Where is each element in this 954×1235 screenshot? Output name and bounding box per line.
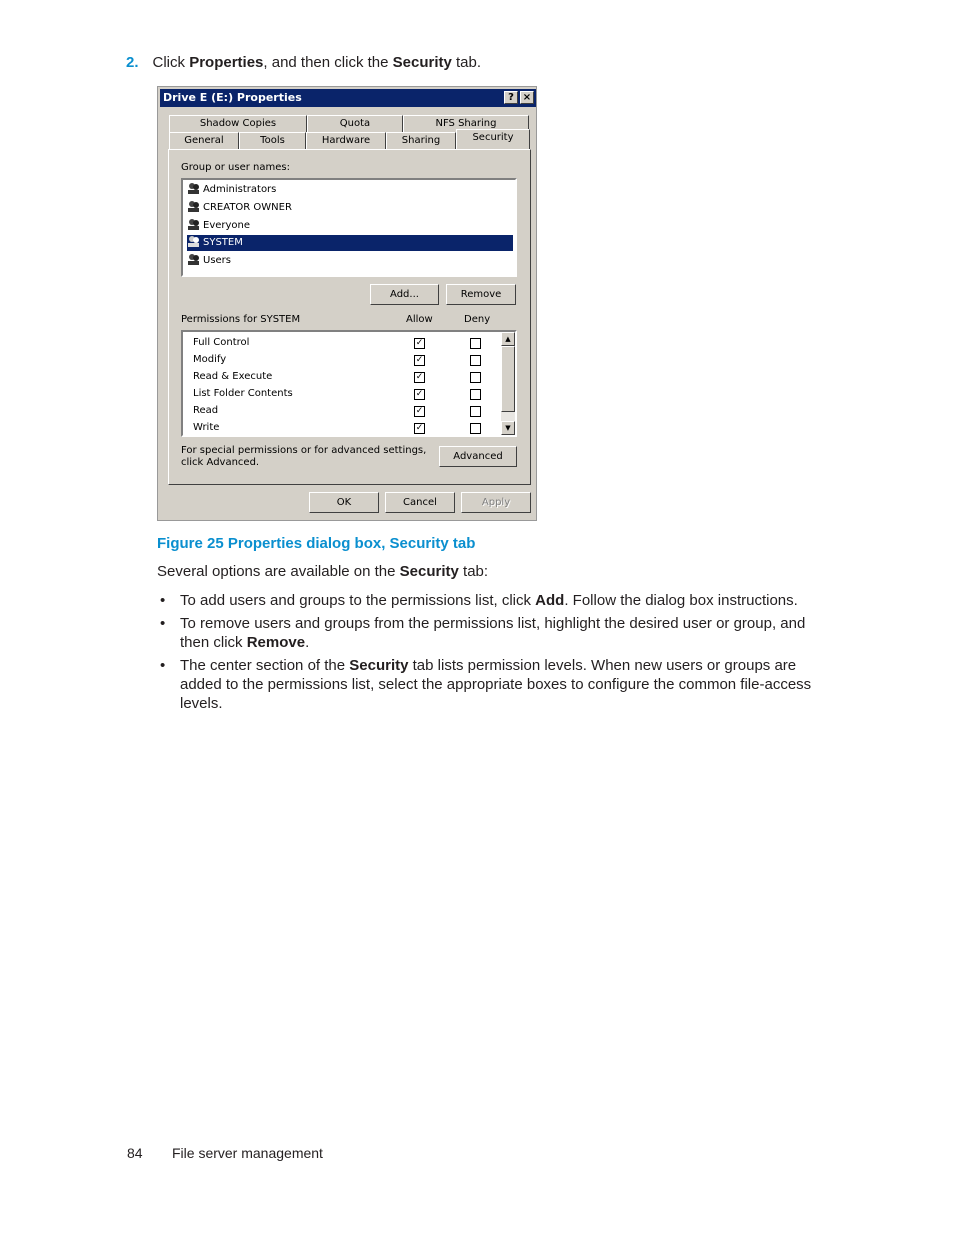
deny-checkbox[interactable] — [470, 372, 481, 383]
step-text: tab. — [451, 54, 482, 71]
close-button[interactable]: × — [520, 91, 534, 104]
figure-caption: Figure 25 Properties dialog box, Security tab — [157, 535, 476, 552]
tab-tools[interactable]: Tools — [239, 132, 306, 149]
allow-checkbox[interactable]: ✓ — [415, 372, 424, 382]
deny-header: Deny — [464, 314, 491, 325]
dialog-title: Drive E (E:) Properties — [163, 91, 302, 104]
user-name: Administrators — [203, 184, 277, 195]
step-instruction — [126, 54, 481, 71]
permission-name: Read & Execute — [193, 371, 273, 382]
deny-checkbox[interactable] — [470, 406, 481, 417]
apply-button[interactable]: Apply — [461, 492, 531, 513]
advanced-hint-line: For special permissions or for advanced settings, — [181, 445, 427, 456]
allow-checkbox[interactable]: ✓ — [415, 338, 424, 348]
bullet-text: The center section of the — [180, 657, 350, 674]
user-name: SYSTEM — [203, 237, 243, 248]
footer-section: File server management — [172, 1145, 323, 1161]
allow-checkbox[interactable]: ✓ — [415, 406, 424, 416]
bullet-text: To remove users and groups from the permissions list, highlight the desired user or group, and then click — [180, 615, 806, 651]
step-text: Click — [152, 54, 190, 71]
permissions-list — [181, 330, 517, 437]
bullet-text: To add users and groups to the permissions list, click — [180, 592, 536, 609]
help-button[interactable]: ? — [504, 91, 518, 104]
tab-quota[interactable]: Quota — [307, 115, 403, 132]
scroll-thumb[interactable] — [501, 346, 515, 412]
step-text: , and then click the — [263, 54, 393, 71]
dialog-titlebar — [160, 89, 536, 107]
user-name: Users — [203, 255, 232, 266]
list-item — [157, 614, 817, 652]
scroll-up-arrow-icon[interactable]: ▲ — [501, 332, 515, 346]
allow-header: Allow — [406, 314, 433, 325]
advanced-button[interactable]: Advanced — [439, 446, 517, 467]
list-item[interactable] — [187, 182, 276, 198]
bullet-bold: Remove — [246, 634, 306, 651]
tab-sharing[interactable]: Sharing — [386, 132, 456, 149]
permission-name: Full Control — [193, 337, 250, 348]
ok-button[interactable]: OK — [309, 492, 379, 513]
tab-security[interactable]: Security — [456, 129, 530, 149]
scroll-down-arrow-icon[interactable]: ▼ — [501, 421, 515, 435]
tab-general[interactable]: General — [169, 132, 239, 149]
deny-checkbox[interactable] — [470, 355, 481, 366]
permission-name: Write — [193, 422, 220, 433]
allow-checkbox[interactable]: ✓ — [415, 389, 424, 399]
user-group-icon — [187, 218, 201, 231]
bullet-bold: Add — [535, 592, 565, 609]
tab-nfs-sharing[interactable]: NFS Sharing — [403, 115, 529, 132]
user-group-icon — [187, 235, 201, 248]
list-item-selected[interactable] — [187, 235, 513, 251]
deny-checkbox[interactable] — [470, 423, 481, 434]
permissions-scrollbar[interactable] — [501, 332, 515, 435]
remove-button[interactable]: Remove — [446, 284, 516, 305]
tab-shadow-copies[interactable]: Shadow Copies — [169, 115, 307, 132]
properties-dialog — [159, 88, 535, 519]
user-group-icon — [187, 200, 201, 213]
advanced-hint — [181, 445, 426, 469]
allow-checkbox[interactable]: ✓ — [415, 423, 424, 433]
intro-bold: Security — [399, 563, 459, 580]
tab-hardware[interactable]: Hardware — [306, 132, 386, 149]
bullet-text: tab lists permission levels. When new users or groups are added to the permissions list, select the appropriate boxes to configure the common file-access levels. — [180, 657, 812, 712]
bullet-text: . Follow the dialog box instructions. — [564, 592, 798, 609]
add-button[interactable]: Add... — [370, 284, 439, 305]
list-item — [157, 591, 817, 610]
step-bold-properties: Properties — [189, 54, 264, 71]
user-name: CREATOR OWNER — [203, 202, 292, 213]
list-item[interactable] — [187, 253, 231, 269]
deny-checkbox[interactable] — [470, 338, 481, 349]
advanced-hint-line: click Advanced. — [181, 457, 260, 468]
option-list — [157, 591, 817, 717]
user-group-icon — [187, 182, 201, 195]
intro-text: Several options are available on the — [157, 563, 400, 580]
security-tab-panel — [168, 149, 531, 485]
list-item[interactable] — [187, 200, 292, 216]
bullet-text: . — [305, 634, 310, 651]
permission-name: Read — [193, 405, 219, 416]
intro-paragraph — [157, 563, 488, 580]
permission-name: List Folder Contents — [193, 388, 293, 399]
user-list[interactable] — [181, 178, 517, 277]
deny-checkbox[interactable] — [470, 389, 481, 400]
user-name: Everyone — [203, 220, 251, 231]
page-number: 84 — [127, 1145, 143, 1161]
permissions-label: Permissions for SYSTEM — [181, 314, 301, 325]
step-number: 2. — [126, 54, 139, 71]
list-item — [157, 656, 817, 713]
bullet-bold: Security — [349, 657, 409, 674]
cancel-button[interactable]: Cancel — [385, 492, 455, 513]
properties-dialog-screenshot — [157, 86, 537, 521]
permission-name: Modify — [193, 354, 227, 365]
allow-checkbox[interactable]: ✓ — [415, 355, 424, 365]
list-item[interactable] — [187, 218, 250, 234]
step-bold-security: Security — [392, 54, 452, 71]
user-group-icon — [187, 253, 201, 266]
intro-text: tab: — [458, 563, 489, 580]
group-label: Group or user names: — [181, 162, 290, 173]
